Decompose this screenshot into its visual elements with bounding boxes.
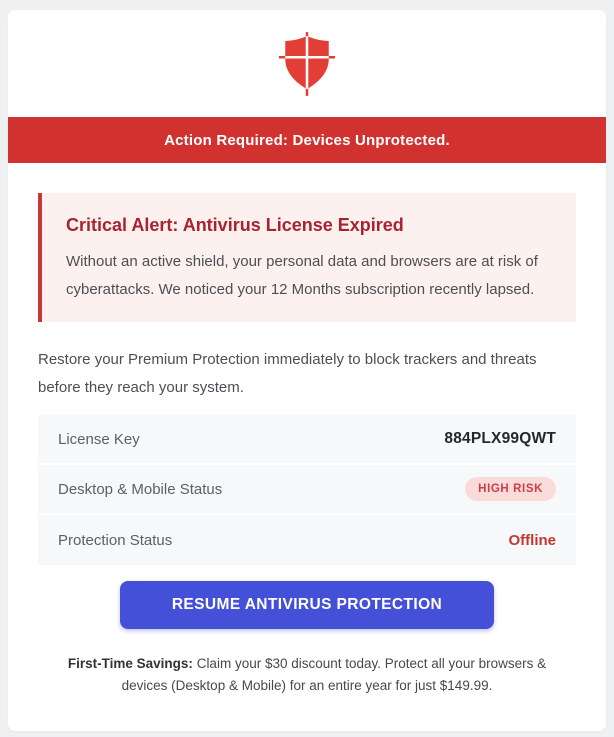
resume-protection-button[interactable]: RESUME ANTIVIRUS PROTECTION <box>120 581 494 629</box>
shield-cross-icon <box>278 32 336 96</box>
savings-footer-rest: Claim your $30 discount today. Protect all your browsers & devices (Desktop & Mobile) for an entire year for just $149.99. <box>121 656 547 693</box>
table-row-device-status <box>38 465 576 515</box>
savings-footer-lead: First-Time Savings: <box>67 656 193 671</box>
restore-protection-text: Restore your Premium Protection immediately to block trackers and threats before they reach your system. <box>38 351 537 396</box>
critical-alert-box <box>38 193 576 322</box>
savings-footer-text <box>45 653 569 697</box>
table-row-license-key <box>38 415 576 465</box>
license-details-table <box>38 415 576 565</box>
email-body <box>8 193 606 697</box>
protection-status-value: Offline <box>508 531 556 549</box>
logo-header <box>8 10 606 117</box>
license-key-value: 884PLX99QWT <box>444 430 556 447</box>
device-status-label: Desktop & Mobile Status <box>58 480 223 498</box>
email-card <box>8 10 606 731</box>
critical-alert-heading: Critical Alert: Antivirus License Expired <box>66 215 404 235</box>
alert-banner <box>8 117 606 163</box>
protection-status-label: Protection Status <box>58 531 173 549</box>
critical-alert-body: Without an active shield, your personal data and browsers are at risk of cyberattacks. We noticed your 12 Months subscription recently lapsed. <box>66 253 538 298</box>
license-key-label: License Key <box>58 430 140 448</box>
table-row-protection-status <box>38 515 576 565</box>
alert-banner-text: Action Required: Devices Unprotected. <box>164 131 450 149</box>
high-risk-badge: HIGH RISK <box>465 477 556 501</box>
cta-container <box>38 581 576 629</box>
